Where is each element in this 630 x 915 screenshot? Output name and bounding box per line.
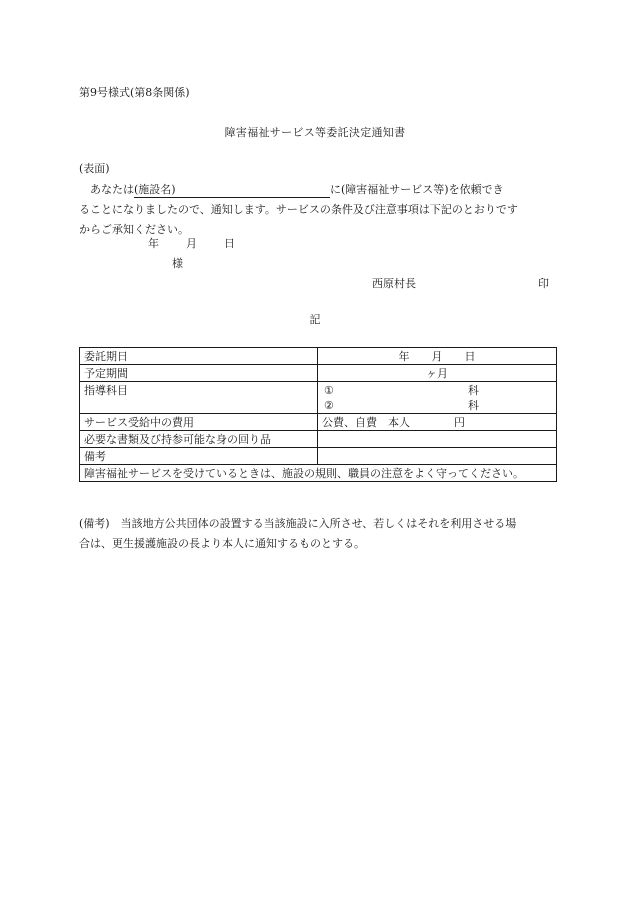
subject-1-number: ① [324, 384, 334, 397]
subject-line-1 [322, 383, 552, 398]
paragraph-line-3: からご承知ください。 [79, 223, 189, 236]
row-label-planned-period: 予定期間 [80, 365, 318, 382]
row-value-planned-period: ヶ月 [318, 365, 557, 382]
remarks-line-1: (備考) 当該地方公共団体の設置する当該施設に入所させ、若しくはそれを利用させる場 [79, 517, 517, 530]
paragraph-prefix: あなたは [90, 183, 134, 196]
form-number: 第9号様式(第8条関係) [79, 86, 190, 99]
subject-1-unit: 科 [468, 384, 479, 397]
row-label-belongings: 必要な書類及び持参可能な身の回り品 [80, 431, 318, 448]
seal-mark: 印 [538, 277, 549, 290]
table-row [80, 414, 557, 431]
notice-paragraph [79, 180, 557, 240]
table-row [80, 348, 557, 365]
date-line [148, 238, 235, 249]
facility-name-blank [134, 183, 330, 198]
subject-2-unit: 科 [468, 399, 479, 412]
table-row [80, 465, 557, 482]
date-year: 年 [148, 237, 159, 250]
sender-name: 西原村長 [372, 277, 416, 290]
table-row [80, 431, 557, 448]
row-value-subjects [318, 382, 557, 414]
paragraph-line-2: ることになりましたので、通知します。サービスの条件及び注意事項は下記のとおりです [79, 203, 518, 216]
table-row [80, 365, 557, 382]
table-row [80, 382, 557, 414]
ki-heading: 記 [309, 313, 321, 326]
row-label-commission-date: 委託期日 [80, 348, 318, 365]
subject-2-number: ② [324, 399, 334, 412]
remarks-line-2: 合は、更生援護施設の長より本人に通知するものとする。 [79, 537, 365, 550]
side-label: (表面) [79, 162, 110, 175]
date-day: 日 [224, 237, 235, 250]
row-label-notes: 備考 [80, 448, 318, 465]
row-label-subjects: 指導科目 [80, 382, 318, 414]
table-footer-note: 障害福祉サービスを受けているときは、施設の規則、職員の注意をよく守ってください。 [80, 465, 557, 482]
row-value-notes [318, 448, 557, 465]
recipient-honorific: 様 [172, 257, 183, 270]
paragraph-line-1 [79, 180, 557, 200]
document-title: 障害福祉サービス等委託決定通知書 [224, 126, 406, 139]
facility-label: (施設名) [134, 183, 176, 196]
row-value-belongings [318, 431, 557, 448]
notice-table [79, 347, 557, 482]
table-row [80, 448, 557, 465]
subject-line-2 [322, 398, 552, 413]
remarks [79, 514, 557, 554]
row-label-cost: サービス受給中の費用 [80, 414, 318, 431]
date-month: 月 [186, 237, 197, 250]
row-value-commission-date: 年 月 日 [318, 348, 557, 365]
paragraph-line-1-suffix: に(障害福祉サービス等)を依頼でき [330, 183, 504, 196]
row-value-cost: 公費、自費 本人 円 [318, 414, 557, 431]
